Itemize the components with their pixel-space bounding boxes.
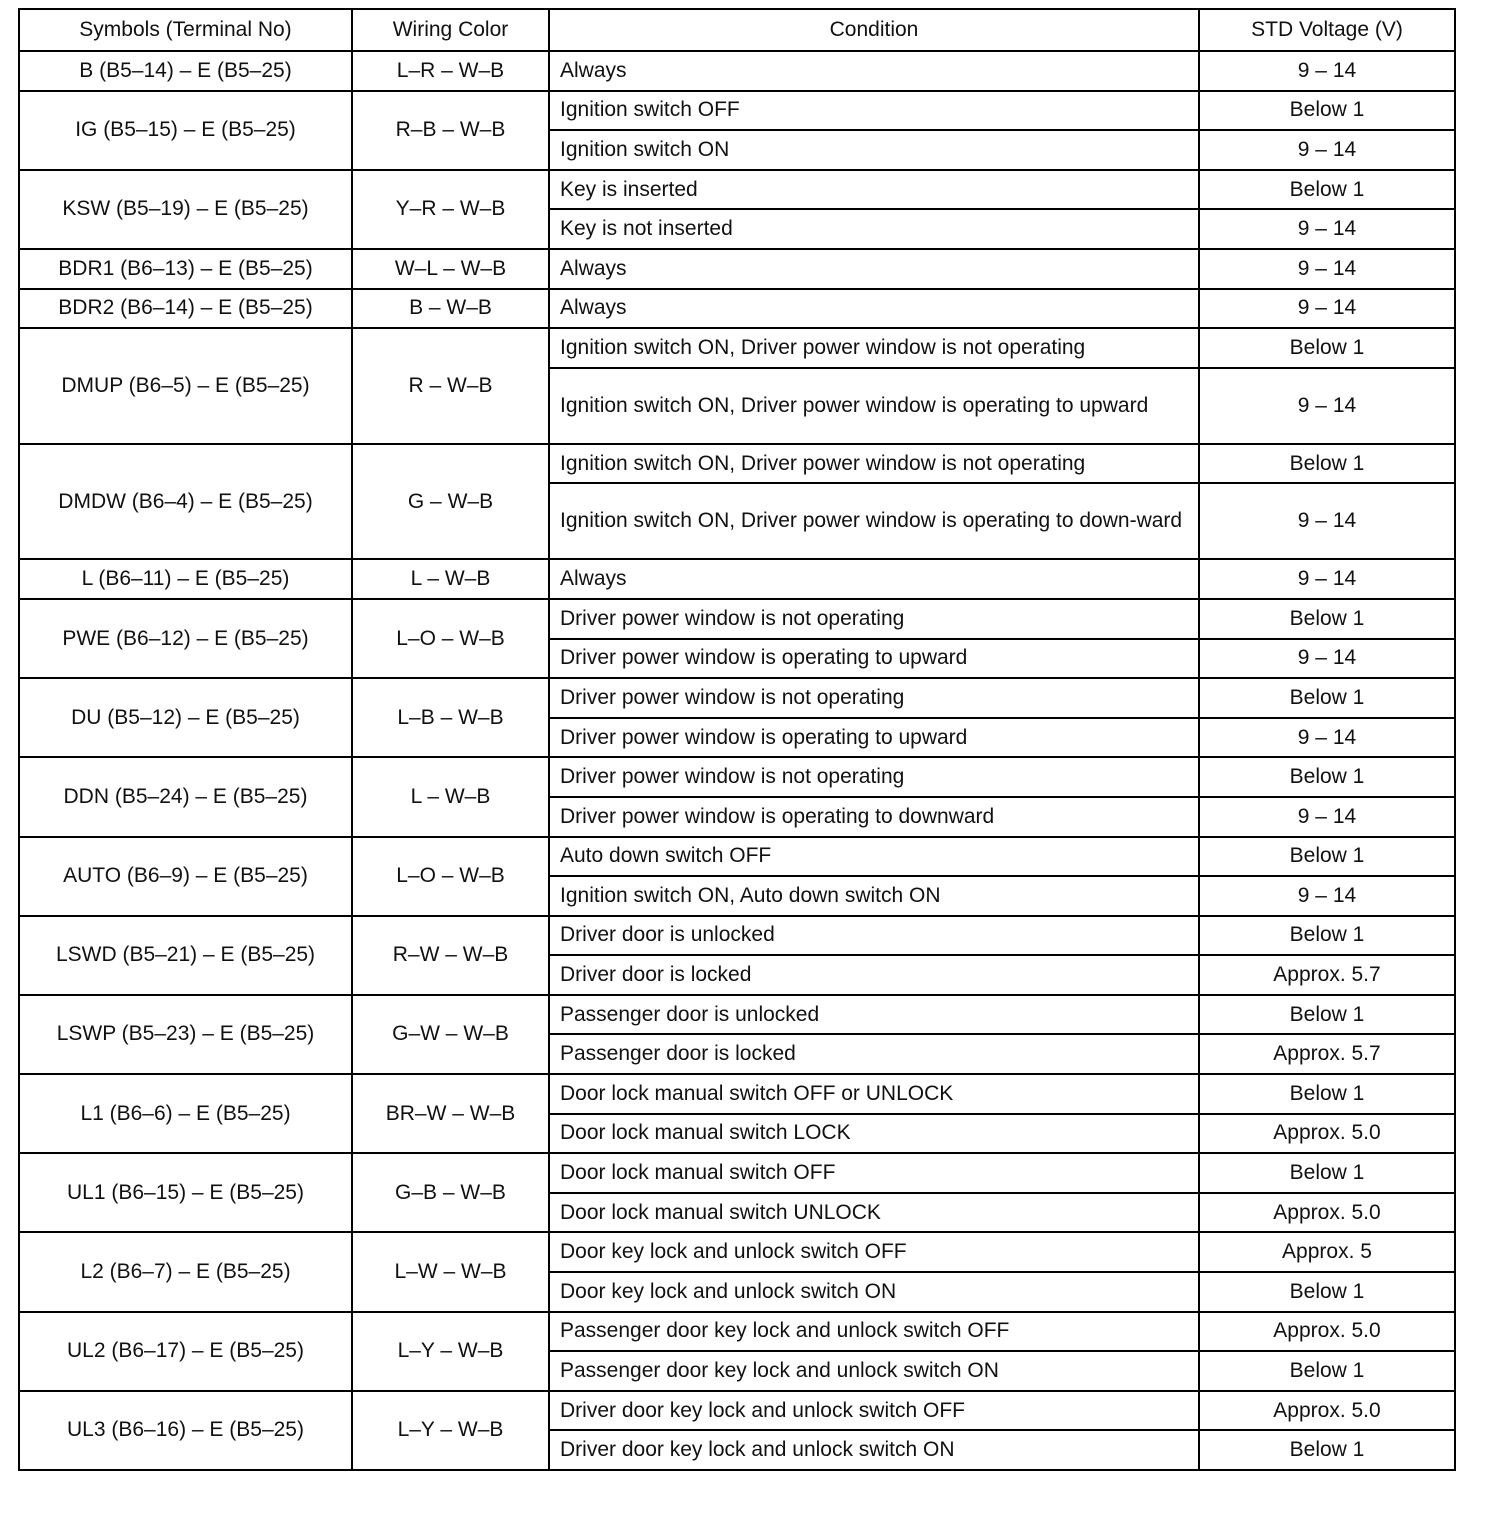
std-voltage-cell: Below 1 — [1199, 1351, 1455, 1391]
table-row — [19, 170, 1455, 210]
std-voltage-cell: 9 – 14 — [1199, 483, 1455, 559]
terminal-symbol-cell: L (B6–11) – E (B5–25) — [19, 559, 352, 599]
std-voltage-cell: Below 1 — [1199, 837, 1455, 877]
wiring-color-cell: G – W–B — [352, 444, 549, 560]
condition-cell: Driver door is unlocked — [549, 916, 1199, 956]
terminal-symbol-cell: UL2 (B6–17) – E (B5–25) — [19, 1312, 352, 1391]
wiring-color-cell: W–L – W–B — [352, 249, 549, 289]
condition-cell: Always — [549, 249, 1199, 289]
condition-cell: Driver door key lock and unlock switch ON — [549, 1430, 1199, 1470]
condition-cell: Door key lock and unlock switch OFF — [549, 1232, 1199, 1272]
std-voltage-cell: Approx. 5.0 — [1199, 1312, 1455, 1352]
wiring-color-cell: Y–R – W–B — [352, 170, 549, 249]
terminal-voltage-table — [18, 8, 1456, 1471]
terminal-symbol-cell: DDN (B5–24) – E (B5–25) — [19, 757, 352, 836]
wiring-color-cell: G–W – W–B — [352, 995, 549, 1074]
wiring-color-cell: G–B – W–B — [352, 1153, 549, 1232]
condition-cell: Driver power window is not operating — [549, 599, 1199, 639]
condition-cell: Ignition switch ON, Driver power window is not operating — [549, 328, 1199, 368]
table-row — [19, 249, 1455, 289]
std-voltage-cell: 9 – 14 — [1199, 718, 1455, 758]
std-voltage-cell: Below 1 — [1199, 328, 1455, 368]
std-voltage-cell: 9 – 14 — [1199, 639, 1455, 679]
terminal-voltage-table-wrapper — [18, 8, 1454, 1471]
table-row — [19, 837, 1455, 877]
std-voltage-cell: Below 1 — [1199, 1153, 1455, 1193]
terminal-symbol-cell: DMUP (B6–5) – E (B5–25) — [19, 328, 352, 444]
table-row — [19, 289, 1455, 329]
condition-cell: Key is inserted — [549, 170, 1199, 210]
terminal-symbol-cell: B (B5–14) – E (B5–25) — [19, 51, 352, 91]
terminal-symbol-cell: L1 (B6–6) – E (B5–25) — [19, 1074, 352, 1153]
condition-cell: Passenger door key lock and unlock switch ON — [549, 1351, 1199, 1391]
condition-cell: Door lock manual switch OFF — [549, 1153, 1199, 1193]
header-symbols: Symbols (Terminal No) — [19, 9, 352, 51]
condition-cell: Ignition switch ON — [549, 130, 1199, 170]
condition-cell: Driver power window is not operating — [549, 757, 1199, 797]
wiring-color-cell: L–O – W–B — [352, 837, 549, 916]
condition-cell: Always — [549, 559, 1199, 599]
table-row — [19, 1391, 1455, 1431]
std-voltage-cell: Approx. 5.0 — [1199, 1391, 1455, 1431]
table-row — [19, 757, 1455, 797]
table-body — [19, 51, 1455, 1470]
wiring-color-cell: L – W–B — [352, 757, 549, 836]
wiring-color-cell: L–B – W–B — [352, 678, 549, 757]
condition-cell: Door lock manual switch UNLOCK — [549, 1193, 1199, 1233]
terminal-symbol-cell: UL3 (B6–16) – E (B5–25) — [19, 1391, 352, 1470]
condition-cell: Always — [549, 51, 1199, 91]
header-wiring-color: Wiring Color — [352, 9, 549, 51]
wiring-color-cell: L – W–B — [352, 559, 549, 599]
condition-cell: Driver door is locked — [549, 955, 1199, 995]
wiring-color-cell: B – W–B — [352, 289, 549, 329]
table-row — [19, 1232, 1455, 1272]
table-row — [19, 51, 1455, 91]
std-voltage-cell: 9 – 14 — [1199, 130, 1455, 170]
table-row — [19, 995, 1455, 1035]
table-row — [19, 444, 1455, 484]
wiring-color-cell: L–Y – W–B — [352, 1391, 549, 1470]
table-row — [19, 599, 1455, 639]
std-voltage-cell: Below 1 — [1199, 91, 1455, 131]
table-row — [19, 91, 1455, 131]
terminal-symbol-cell: LSWP (B5–23) – E (B5–25) — [19, 995, 352, 1074]
std-voltage-cell: 9 – 14 — [1199, 289, 1455, 329]
std-voltage-cell: Below 1 — [1199, 1074, 1455, 1114]
condition-cell: Driver door key lock and unlock switch OFF — [549, 1391, 1199, 1431]
condition-cell: Ignition switch ON, Driver power window is operating to down-ward — [549, 483, 1199, 559]
std-voltage-cell: Below 1 — [1199, 916, 1455, 956]
condition-cell: Driver power window is not operating — [549, 678, 1199, 718]
wiring-color-cell: R–B – W–B — [352, 91, 549, 170]
std-voltage-cell: Below 1 — [1199, 678, 1455, 718]
condition-cell: Passenger door key lock and unlock switch OFF — [549, 1312, 1199, 1352]
std-voltage-cell: Approx. 5.0 — [1199, 1114, 1455, 1154]
std-voltage-cell: Approx. 5.7 — [1199, 955, 1455, 995]
header-std-voltage: STD Voltage (V) — [1199, 9, 1455, 51]
condition-cell: Ignition switch OFF — [549, 91, 1199, 131]
terminal-symbol-cell: PWE (B6–12) – E (B5–25) — [19, 599, 352, 678]
std-voltage-cell: 9 – 14 — [1199, 249, 1455, 289]
wiring-color-cell: BR–W – W–B — [352, 1074, 549, 1153]
std-voltage-cell: Below 1 — [1199, 1430, 1455, 1470]
wiring-color-cell: L–W – W–B — [352, 1232, 549, 1311]
std-voltage-cell: Approx. 5.0 — [1199, 1193, 1455, 1233]
std-voltage-cell: 9 – 14 — [1199, 209, 1455, 249]
terminal-symbol-cell: BDR2 (B6–14) – E (B5–25) — [19, 289, 352, 329]
table-row — [19, 328, 1455, 368]
condition-cell: Ignition switch ON, Driver power window is not operating — [549, 444, 1199, 484]
condition-cell: Door lock manual switch LOCK — [549, 1114, 1199, 1154]
wiring-color-cell: R–W – W–B — [352, 916, 549, 995]
condition-cell: Key is not inserted — [549, 209, 1199, 249]
table-row — [19, 1153, 1455, 1193]
condition-cell: Passenger door is unlocked — [549, 995, 1199, 1035]
condition-cell: Door lock manual switch OFF or UNLOCK — [549, 1074, 1199, 1114]
terminal-symbol-cell: AUTO (B6–9) – E (B5–25) — [19, 837, 352, 916]
condition-cell: Driver power window is operating to upward — [549, 718, 1199, 758]
wiring-color-cell: L–Y – W–B — [352, 1312, 549, 1391]
std-voltage-cell: 9 – 14 — [1199, 51, 1455, 91]
header-row — [19, 9, 1455, 51]
condition-cell: Auto down switch OFF — [549, 837, 1199, 877]
std-voltage-cell: 9 – 14 — [1199, 797, 1455, 837]
std-voltage-cell: Below 1 — [1199, 995, 1455, 1035]
terminal-symbol-cell: KSW (B5–19) – E (B5–25) — [19, 170, 352, 249]
condition-cell: Passenger door is locked — [549, 1034, 1199, 1074]
table-row — [19, 559, 1455, 599]
std-voltage-cell: Below 1 — [1199, 444, 1455, 484]
condition-cell: Ignition switch ON, Auto down switch ON — [549, 876, 1199, 916]
terminal-symbol-cell: UL1 (B6–15) – E (B5–25) — [19, 1153, 352, 1232]
std-voltage-cell: 9 – 14 — [1199, 368, 1455, 444]
wiring-color-cell: L–R – W–B — [352, 51, 549, 91]
table-row — [19, 916, 1455, 956]
terminal-symbol-cell: DU (B5–12) – E (B5–25) — [19, 678, 352, 757]
table-row — [19, 1312, 1455, 1352]
condition-cell: Driver power window is operating to upward — [549, 639, 1199, 679]
std-voltage-cell: 9 – 14 — [1199, 559, 1455, 599]
terminal-symbol-cell: BDR1 (B6–13) – E (B5–25) — [19, 249, 352, 289]
terminal-symbol-cell: IG (B5–15) – E (B5–25) — [19, 91, 352, 170]
std-voltage-cell: Below 1 — [1199, 170, 1455, 210]
terminal-symbol-cell: L2 (B6–7) – E (B5–25) — [19, 1232, 352, 1311]
terminal-symbol-cell: LSWD (B5–21) – E (B5–25) — [19, 916, 352, 995]
wiring-color-cell: L–O – W–B — [352, 599, 549, 678]
std-voltage-cell: Below 1 — [1199, 1272, 1455, 1312]
condition-cell: Door key lock and unlock switch ON — [549, 1272, 1199, 1312]
std-voltage-cell: Approx. 5 — [1199, 1232, 1455, 1272]
terminal-symbol-cell: DMDW (B6–4) – E (B5–25) — [19, 444, 352, 560]
table-row — [19, 678, 1455, 718]
std-voltage-cell: Below 1 — [1199, 757, 1455, 797]
std-voltage-cell: Approx. 5.7 — [1199, 1034, 1455, 1074]
condition-cell: Driver power window is operating to downward — [549, 797, 1199, 837]
wiring-color-cell: R – W–B — [352, 328, 549, 444]
condition-cell: Always — [549, 289, 1199, 329]
condition-cell: Ignition switch ON, Driver power window is operating to upward — [549, 368, 1199, 444]
header-condition: Condition — [549, 9, 1199, 51]
std-voltage-cell: Below 1 — [1199, 599, 1455, 639]
table-row — [19, 1074, 1455, 1114]
std-voltage-cell: 9 – 14 — [1199, 876, 1455, 916]
